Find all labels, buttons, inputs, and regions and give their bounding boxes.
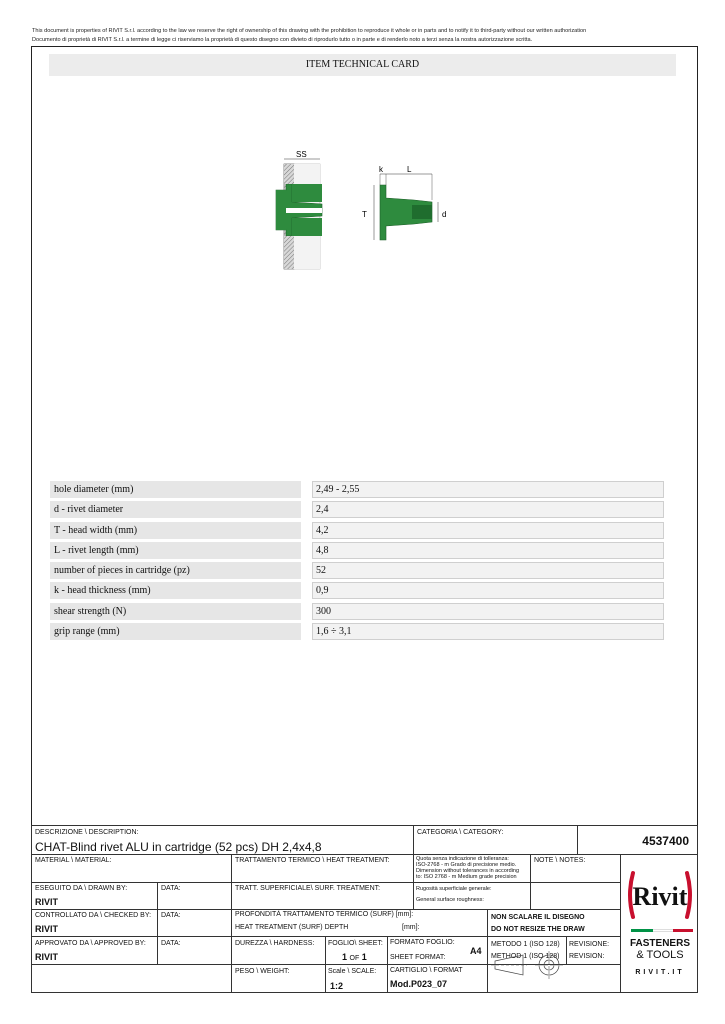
cartiglio-cell xyxy=(387,964,488,993)
spec-row xyxy=(50,501,665,518)
spec-value: 4,2 xyxy=(312,522,664,539)
disclaimer xyxy=(32,27,586,45)
k-label: k xyxy=(379,165,383,174)
revision-cell xyxy=(566,936,621,965)
method-it: METODO 1 (ISO 128) xyxy=(491,941,560,948)
sheet-total: 1 xyxy=(361,952,367,962)
material-cell xyxy=(31,854,232,883)
code-cell xyxy=(577,825,698,855)
checked-label: CONTROLLATO DA \ CHECKED BY: xyxy=(35,912,152,919)
date-label: DATA: xyxy=(161,885,181,892)
tolerance-line: Dimension without tolerances in according xyxy=(416,868,520,874)
spec-label: k - head thickness (mm) xyxy=(50,582,301,599)
logo-brand: Rivit xyxy=(632,882,688,911)
spec-value: 52 xyxy=(312,562,664,579)
spec-row xyxy=(50,522,665,539)
specs-table xyxy=(50,481,665,643)
logo-tagline-1: FASTENERS xyxy=(629,938,690,949)
notes-cell xyxy=(530,854,621,883)
format-value: A4 xyxy=(470,946,482,956)
heat-cell xyxy=(231,854,414,883)
scale-value: 1:2 xyxy=(330,981,344,991)
format-label-en: SHEET FORMAT: xyxy=(390,954,446,961)
notes-label: NOTE \ NOTES: xyxy=(534,857,586,864)
checked-date-cell xyxy=(157,909,232,937)
date-label: DATA: xyxy=(161,940,181,947)
spec-value: 2,49 - 2,55 xyxy=(312,481,664,498)
sheet-cell xyxy=(325,936,388,965)
depth-label-it: PROFONDITÀ TRATTAMENTO TERMICO (SURF) [mm]: xyxy=(235,911,414,918)
rivet-drawing xyxy=(262,150,472,275)
flag-green xyxy=(631,929,653,932)
hardness-cell xyxy=(231,936,326,965)
approved-date-cell xyxy=(157,936,232,965)
cartiglio-label: CARTIGLIO \ FORMAT xyxy=(390,967,463,974)
spec-row xyxy=(50,542,665,559)
projection-symbol-icon xyxy=(491,939,571,989)
tolerance-line: Quota senza indicazione di tolleranza: xyxy=(416,856,509,862)
disclaimer-it: Documento di proprietà di RIVIT S.r.l. a termine di legge ci riserviamo la proprietà di questo disegno con divieto di riprodurlo tutto o in parte e di renderlo noto a terzi senza la nostra autorizzazione scritta. xyxy=(32,37,533,43)
approved-cell xyxy=(31,936,158,965)
drawn-cell xyxy=(31,882,158,910)
rivet-profile-view xyxy=(362,165,446,240)
date-label: DATA: xyxy=(161,912,181,919)
empty-cell xyxy=(31,964,232,993)
material-label: MATERIAL \ MATERIAL: xyxy=(35,857,112,864)
cartiglio-value: Mod.P023_07 xyxy=(390,979,448,989)
spec-label: T - head width (mm) xyxy=(50,522,301,539)
spec-label: L - rivet length (mm) xyxy=(50,542,301,559)
approved-value: RIVIT xyxy=(35,952,59,962)
sheet-label: FOGLIO\ SHEET: xyxy=(328,940,383,947)
logo-tagline-2: & TOOLS xyxy=(636,949,684,961)
page-title: ITEM TECHNICAL CARD xyxy=(49,54,676,76)
revision-it: REVISIONE: xyxy=(569,941,610,948)
disclaimer-en: This document is properties of RIVIT S.r.l. according to the law we reserve the right of ownership of this drawing with the prohibition to reproduce it whole or in parts and to notify it to third-party without our written authorization xyxy=(32,28,587,34)
checked-cell xyxy=(31,909,158,937)
spec-row xyxy=(50,481,665,498)
roughness-cell xyxy=(413,882,531,910)
spec-value: 0,9 xyxy=(312,582,664,599)
surface-cell xyxy=(231,882,414,910)
title-block xyxy=(31,825,698,993)
scale-label: Scale \ SCALE: xyxy=(328,968,377,975)
hardness-label: DUREZZA \ HARDNESS: xyxy=(235,940,315,947)
d-label: d xyxy=(442,210,447,219)
tolerance-cell xyxy=(413,854,531,883)
spec-value: 300 xyxy=(312,603,664,620)
no-scale-cell xyxy=(487,909,621,937)
drawn-value: RIVIT xyxy=(35,897,59,907)
category-cell xyxy=(413,825,578,855)
spec-value: 1,6 ÷ 3,1 xyxy=(312,623,664,640)
format-label-it: FORMATO FOGLIO: xyxy=(390,939,455,946)
spec-row xyxy=(50,562,665,579)
flag-red xyxy=(673,929,693,932)
flag-white xyxy=(653,929,673,932)
scale-cell xyxy=(325,964,388,993)
drawn-label: ESEGUITO DA \ DRAWN BY: xyxy=(35,885,128,892)
spec-value: 4,8 xyxy=(312,542,664,559)
heat-label: TRATTAMENTO TERMICO \ HEAT TREATMENT: xyxy=(235,857,390,864)
spec-label: shear strength (N) xyxy=(50,603,301,620)
l-label: L xyxy=(407,165,412,174)
description-label: DESCRIZIONE \ DESCRIPTION: xyxy=(35,829,139,836)
revision-en: REVISION: xyxy=(569,953,605,960)
logo-cell xyxy=(620,854,698,993)
category-label: CATEGORIA \ CATEGORY: xyxy=(417,829,504,836)
weight-label: PESO \ WEIGHT: xyxy=(235,968,290,975)
item-code: 4537400 xyxy=(642,834,689,848)
checked-value: RIVIT xyxy=(35,924,59,934)
rivet-section-view xyxy=(276,150,322,269)
depth-unit: [mm]: xyxy=(402,924,420,931)
depth-label-en: HEAT TREATMENT (SURF) DEPTH xyxy=(235,924,349,931)
no-scale-it: NON SCALARE IL DISEGNO xyxy=(491,914,585,921)
method-en: METHOD 1 (ISO 128) xyxy=(491,953,560,960)
spec-row xyxy=(50,582,665,599)
t-label: T xyxy=(362,210,367,219)
roughness-en: General surface roughness: xyxy=(416,897,484,903)
no-scale-en: DO NOT RESIZE THE DRAW xyxy=(491,926,585,933)
drawn-date-cell xyxy=(157,882,232,910)
tolerance-line: ISO-2768 - m Grado di precisione medio. xyxy=(416,862,517,868)
spec-value: 2,4 xyxy=(312,501,664,518)
depth-cell xyxy=(231,909,488,937)
approved-label: APPROVATO DA \ APPROVED BY: xyxy=(35,940,146,947)
roughness-it: Rugosità superficiale generale: xyxy=(416,886,492,892)
spec-label: grip range (mm) xyxy=(50,623,301,640)
spec-row xyxy=(50,623,665,640)
ss-label: SS xyxy=(296,150,307,159)
logo-url: RIVIT.IT xyxy=(635,969,685,976)
sheet-of: OF xyxy=(349,955,360,962)
tolerance-line: to: ISO 2768 - m Medium grade precision xyxy=(416,874,517,880)
spec-label: number of pieces in cartridge (pz) xyxy=(50,562,301,579)
spec-row xyxy=(50,603,665,620)
rivit-logo xyxy=(625,865,695,925)
spec-label: hole diameter (mm) xyxy=(50,481,301,498)
description-value: CHAT-Blind rivet ALU in cartridge (52 pcs) DH 2,4x4,8 xyxy=(35,840,322,854)
weight-cell xyxy=(231,964,326,993)
sheet-number: 1 xyxy=(342,952,348,962)
description-cell xyxy=(31,825,414,855)
format-cell xyxy=(387,936,488,965)
notes-cell-2 xyxy=(530,882,621,910)
surface-label: TRATT. SUPERFICIALE\ SURF. TREATMENT: xyxy=(235,885,381,892)
spec-label: d - rivet diameter xyxy=(50,501,301,518)
